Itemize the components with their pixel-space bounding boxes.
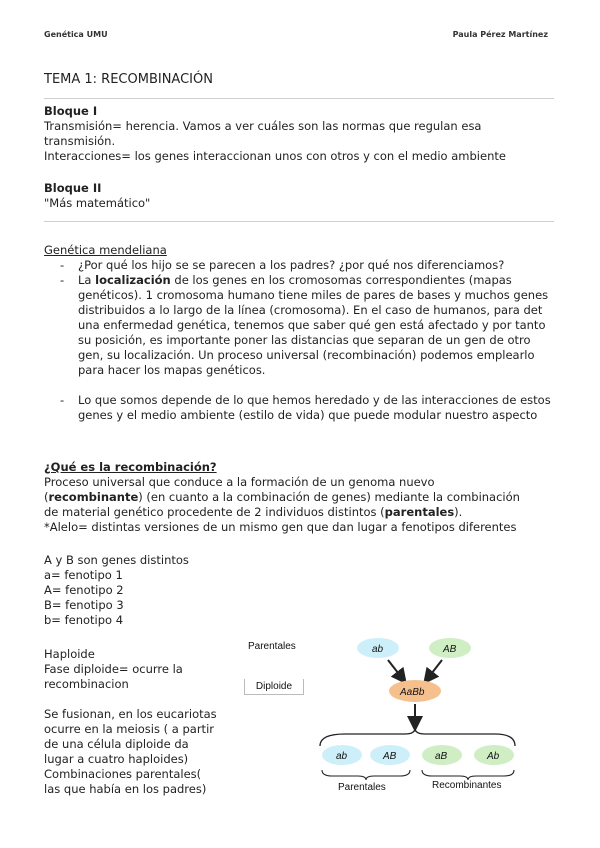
- bloque-1-line2: transmisión.: [44, 134, 116, 148]
- haploide-l7: lugar a cuatro haploides): [44, 752, 189, 766]
- arrow-left: [388, 660, 402, 678]
- mendel-item2-bold: localización: [95, 273, 171, 287]
- list-item: [44, 273, 556, 378]
- recomb-bold-parentales: parentales: [384, 505, 455, 519]
- bottom-parentales-text: Parentales: [338, 782, 386, 793]
- recomb-p1-b-rest: ) (en cuanto a la combinación de genes) mediante la combinación: [138, 490, 520, 504]
- arrow-right: [428, 660, 442, 678]
- oval-AaBb-text: AaBb: [400, 687, 425, 698]
- header-left: Genética UMU: [44, 30, 108, 39]
- recomb-heading: ¿Qué es la recombinación?: [44, 460, 217, 474]
- bloque-1-line1: Transmisión= herencia. Vamos a ver cuáles son las normas que regulan esa: [44, 119, 482, 133]
- brace-recombinantes: [422, 770, 514, 780]
- genes-l2: a= fenotipo 1: [44, 568, 123, 582]
- recombination-diagram: [300, 628, 540, 798]
- mendel-list: [44, 258, 556, 423]
- mendel-item2-post: de los genes en los cromosomas correspondientes (mapas genéticos). 1 cromosoma humano tiene miles de pares de bases y muchos genes distribuidos a lo largo de la línea (cromosoma). En el caso de humanos, para det una enfermedad genética, tenemos que saber qué gen está afectado y por tanto su posición, es importante poner las distancias que separan de un gen de otro gen, su localización. Un proceso universal (recombinación) podemos emplearlo para hacer los mapas genéticos.: [78, 273, 549, 377]
- recomb-section: [44, 460, 556, 535]
- oval-out-ab-text: ab: [336, 751, 348, 762]
- recomb-open-paren: (: [44, 490, 49, 504]
- mendel-section: [44, 243, 556, 423]
- header-right: Paula Pérez Martínez: [452, 30, 548, 39]
- haploide-l9: las que había en los padres): [44, 782, 207, 796]
- recomb-p1-c: [44, 505, 556, 520]
- recomb-p1-c-post: ).: [454, 505, 463, 519]
- genes-l5: b= fenotipo 4: [44, 613, 124, 627]
- diagram-parentales-label: Parentales: [248, 641, 296, 652]
- haploide-l2: Fase diploide= ocurre la: [44, 662, 183, 676]
- mendel-item3-text: Lo que somos depende de lo que hemos heredado y de las interacciones de estos genes y el medio ambiente (estilo de vida) que puede modular nuestro aspecto: [78, 393, 551, 422]
- genes-l1: A y B son genes distintos: [44, 553, 189, 567]
- mendel-item2-pre: La: [78, 273, 96, 287]
- divider: [44, 221, 554, 222]
- recomb-alelo: *Alelo= distintas versiones de un mismo gen que dan lugar a fenotipos diferentes: [44, 520, 517, 534]
- haploide-l4: Se fusionan, en los eucariotas: [44, 707, 217, 721]
- genes-l4: B= fenotipo 3: [44, 598, 124, 612]
- diagram-diploide-label: Diploide: [244, 679, 304, 695]
- genes-l3: A= fenotipo 2: [44, 583, 124, 597]
- recomb-bold-recombinante: recombinante: [48, 490, 139, 504]
- bloque-2: [44, 181, 564, 211]
- bloque-1-line3: Interacciones= los genes interaccionan unos con otros y con el medio ambiente: [44, 149, 506, 163]
- oval-out-Ab-text: Ab: [487, 751, 500, 762]
- brace-parentales: [322, 770, 410, 780]
- haploide-block: [44, 647, 244, 797]
- oval-ab-top-text: ab: [372, 644, 384, 655]
- mendel-item1-text: ¿Por qué los hijo se se parecen a los padres? ¿por qué nos diferenciamos?: [78, 258, 505, 272]
- list-item: [44, 393, 556, 423]
- bloque-2-line1: "Más matemático": [44, 196, 151, 210]
- recomb-p1-b: [44, 490, 556, 505]
- recomb-p1-c-pre: de material genético procedente de 2 individuos distintos (: [44, 505, 385, 519]
- recomb-p1-a: Proceso universal que conduce a la formación de un genoma nuevo: [44, 475, 435, 489]
- list-item: [44, 258, 556, 273]
- divider: [44, 98, 554, 99]
- haploide-l6: de una célula diploide da: [44, 737, 189, 751]
- haploide-l8: Combinaciones parentales(: [44, 767, 202, 781]
- genes-list: [44, 553, 304, 628]
- top-brace: [320, 728, 515, 746]
- oval-AB-top-text: AB: [443, 644, 457, 655]
- haploide-l5: ocurre en la meiosis ( a partir: [44, 722, 214, 736]
- oval-out-AB-text: AB: [383, 751, 397, 762]
- bloque-2-heading: Bloque II: [44, 181, 102, 195]
- oval-out-aB-text: aB: [435, 751, 448, 762]
- mendel-heading: Genética mendeliana: [44, 243, 167, 257]
- bloque-1-heading: Bloque I: [44, 104, 98, 118]
- haploide-l3: recombinacion: [44, 677, 129, 691]
- page-title: TEMA 1: RECOMBINACIÓN: [44, 72, 213, 87]
- bottom-recombinantes-text: Recombinantes: [432, 780, 502, 791]
- haploide-l1: Haploide: [44, 647, 95, 661]
- bloque-1: [44, 104, 564, 164]
